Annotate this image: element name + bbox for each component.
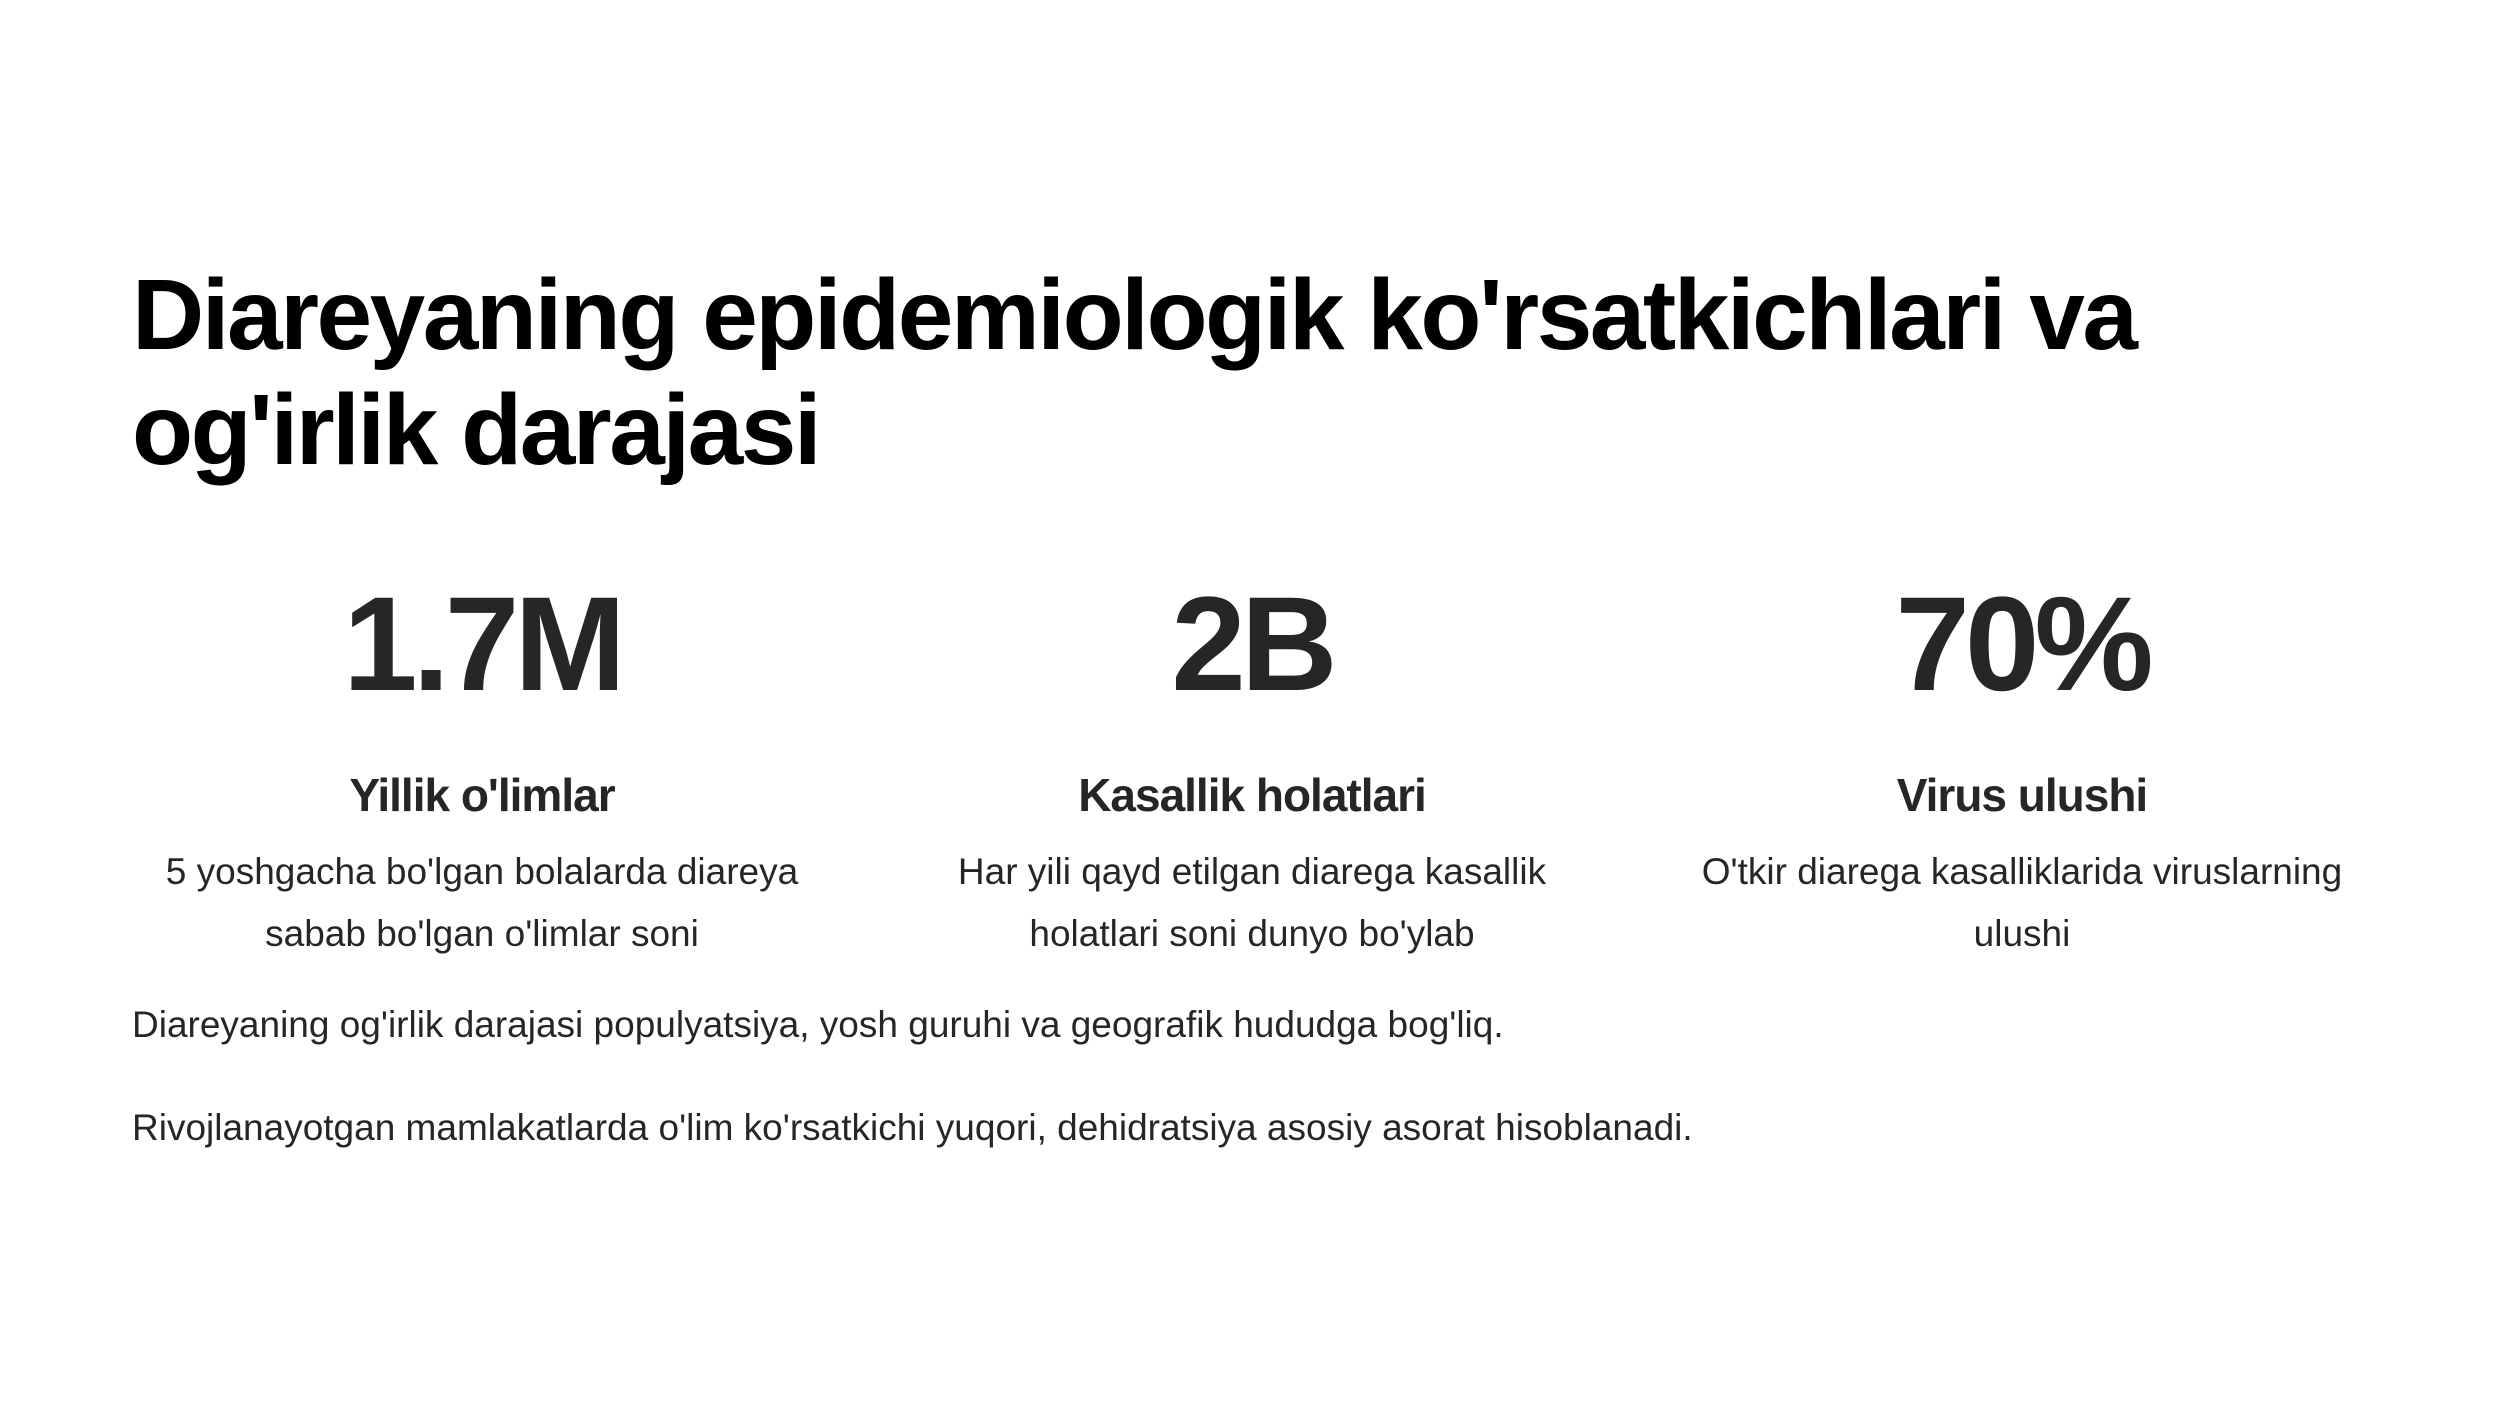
stat-value: 2B [1171,570,1333,719]
stat-value: 70% [1895,570,2149,719]
stat-label: Kasallik holatlari [1078,769,1426,821]
stat-value: 1.7M [343,570,621,719]
stat-card-virus-share [1672,570,2372,965]
stat-description: O'tkir diarega kasalliklarida viruslarning ulushi [1701,851,2343,954]
stat-label: Virus ulushi [1896,769,2148,821]
stat-card-annual-deaths [132,570,832,965]
body-paragraph-mortality: Rivojlanayotgan mamlakatlarda o'lim ko'rsatkichi yuqori, dehidratsiya asosiy asorat hisoblanadi. [132,1107,1693,1148]
body-paragraph-severity: Diareyaning og'irlik darajasi populyatsiya, yosh guruhi va geografik hududga bog'liq. [132,1004,1504,1045]
stat-card-cases [902,570,1602,965]
stats-row [132,570,2372,965]
stat-description: Har yili qayd etilgan diarega kasallik holatlari soni dunyo bo'ylab [957,851,1547,954]
slide-title: Diareyaning epidemiologik ko'rsatkichlari va og'irlik darajasi [132,259,2136,486]
stat-label: Yillik o'limlar [349,769,615,821]
stat-description: 5 yoshgacha bo'lgan bolalarda diareya sabab bo'lgan o'limlar soni [165,851,799,954]
